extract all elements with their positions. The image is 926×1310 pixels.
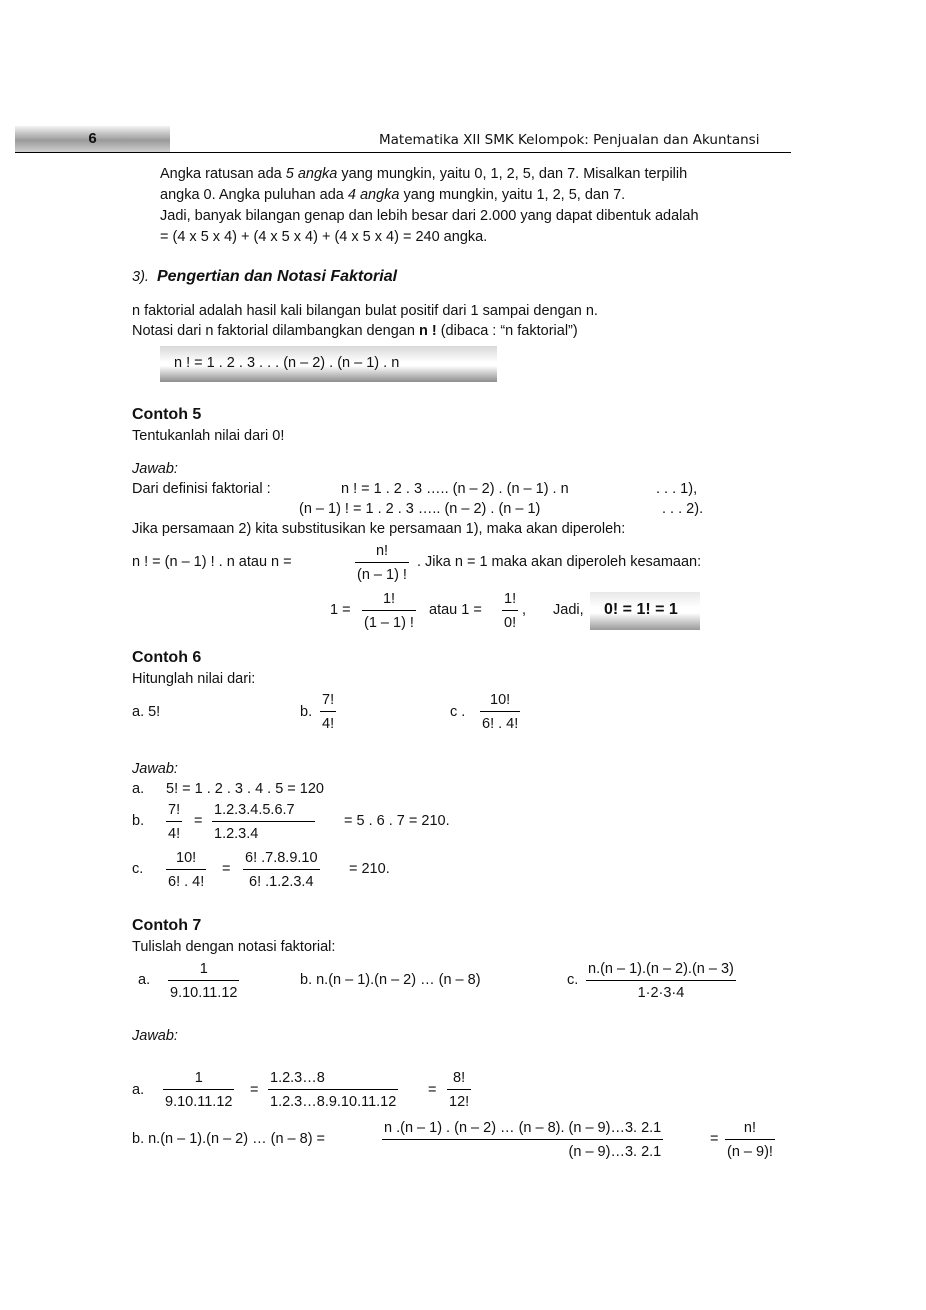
derivation-text: n ! = (n – 1) ! . n atau n = [132, 554, 292, 570]
answer-a-fraction-1: 1 9.10.11.12 [165, 1070, 233, 1110]
contoh-6-jawab: Jawab: [132, 761, 178, 777]
answer-c-result: = 210. [349, 861, 390, 877]
definition-line-1: n faktorial adalah hasil kali bilangan bulat positif dari 1 sampai dengan n. [132, 303, 598, 319]
item-b: b. n.(n – 1).(n – 2) … (n – 8) [300, 972, 481, 988]
item-c-label: c. [567, 972, 579, 988]
answer-a-fraction-2: 1.2.3…8 1.2.3…8.9.10.11.12 [270, 1070, 397, 1110]
contoh-5-question: Tentukanlah nilai dari 0! [132, 428, 285, 444]
equation-2-tag: . . . 2). [662, 501, 704, 517]
item-c-label: c . [450, 704, 466, 720]
answer-a-label: a. [132, 1082, 145, 1098]
fraction-10-over-6-4: 10! 6! . 4! [482, 692, 519, 732]
definition-label: Dari definisi faktorial : [132, 481, 271, 497]
contoh-5-title: Contoh 5 [132, 406, 202, 423]
jadi-text: Jadi, [553, 602, 584, 618]
equals-sign: = [250, 1082, 259, 1098]
item-b-label: b. [300, 704, 313, 720]
equals-sign: = [222, 861, 231, 877]
answer-c-fraction-1: 10! 6! . 4! [168, 850, 205, 890]
header-rule [15, 152, 791, 153]
page-number: 6 [88, 130, 97, 147]
answer-a: 5! = 1 . 2 . 3 . 4 . 5 = 120 [166, 781, 324, 797]
answer-c-label: c. [132, 861, 144, 877]
one-equals: 1 = [330, 602, 351, 618]
factorial-formula: n ! = 1 . 2 . 3 . . . (n – 2) . (n – 1) . n [174, 355, 400, 371]
page-number-bar [15, 126, 170, 152]
contoh-7-jawab: Jawab: [132, 1028, 178, 1044]
answer-b-label: b. [132, 813, 145, 829]
contoh-6-title: Contoh 6 [132, 649, 202, 666]
atau-text: atau 1 = [429, 602, 482, 618]
comma: , [522, 602, 527, 618]
substitution-text: Jika persamaan 2) kita substitusikan ke persamaan 1), maka akan diperoleh: [132, 521, 626, 537]
answer-a-fraction-3: 8! 12! [449, 1070, 470, 1110]
answer-c-fraction-2: 6! .7.8.9.10 6! .1.2.3.4 [245, 850, 318, 890]
answer-b-fraction-1: n .(n – 1) . (n – 2) … (n – 8). (n – 9)…3. 2.1 (n – 9)…3. 2.1 [384, 1120, 662, 1160]
fraction-n-over-n-minus-1: n! (n – 1) ! [357, 543, 407, 583]
answer-b-fraction-2: n! (n – 9)! [727, 1120, 773, 1160]
answer-a-label: a. [132, 781, 145, 797]
section-heading: 3). Pengertian dan Notasi Faktorial [132, 268, 398, 285]
answer-b-lhs: b. n.(n – 1).(n – 2) … (n – 8) = [132, 1131, 326, 1147]
fraction-1-over-0: 1! 0! [504, 591, 517, 631]
answer-b-result: = 5 . 6 . 7 = 210. [344, 813, 450, 829]
answer-b-fraction-1: 7! 4! [168, 802, 181, 842]
item-a: a. 5! [132, 704, 161, 720]
intro-line-2: angka 0. Angka puluhan ada 4 angka yang mungkin, yaitu 1, 2, 5, dan 7. [160, 187, 626, 203]
equation-1-tag: . . . 1), [656, 481, 698, 497]
fraction-n-terms-over-4-factorial: n.(n – 1).(n – 2).(n – 3) 1·2·3·4 [588, 961, 734, 1001]
contoh-5-jawab: Jawab: [132, 461, 178, 477]
fraction-1-over-1-minus-1: 1! (1 – 1) ! [364, 591, 414, 631]
equation-1: n ! = 1 . 2 . 3 ….. (n – 2) . (n – 1) . n [341, 481, 569, 497]
fraction-1-over-9-12: 1 9.10.11.12 [170, 961, 238, 1001]
definition-line-2: Notasi dari n faktorial dilambangkan dengan n ! (dibaca : “n faktorial”) [132, 323, 578, 339]
intro-line-3: Jadi, banyak bilangan genap dan lebih besar dari 2.000 yang dapat dibentuk adalah [160, 208, 699, 224]
result-text: 0! = 1! = 1 [604, 601, 678, 618]
intro-line-4: = (4 x 5 x 4) + (4 x 5 x 4) + (4 x 5 x 4) = 240 angka. [160, 229, 488, 245]
contoh-6-question: Hitunglah nilai dari: [132, 671, 256, 687]
equals-sign: = [194, 813, 203, 829]
equation-2: (n – 1) ! = 1 . 2 . 3 ….. (n – 2) . (n – 1) [299, 501, 541, 517]
factorial-formula-box [160, 346, 497, 382]
contoh-7-title: Contoh 7 [132, 917, 202, 934]
equals-sign: = [710, 1131, 719, 1147]
answer-b-fraction-2: 1.2.3.4.5.6.7 1.2.3.4 [212, 801, 297, 843]
intro-line-1: Angka ratusan ada 5 angka yang mungkin, yaitu 0, 1, 2, 5, dan 7. Misalkan terpilih [160, 166, 688, 182]
result-box [590, 592, 700, 630]
running-header-title: Matematika XII SMK Kelompok: Penjualan dan Akuntansi [379, 132, 760, 148]
item-a-label: a. [138, 972, 151, 988]
equals-sign: = [428, 1082, 437, 1098]
derivation-continuation: . Jika n = 1 maka akan diperoleh kesamaan: [417, 554, 702, 570]
fraction-7-over-4: 7! 4! [322, 692, 335, 732]
contoh-7-question: Tulislah dengan notasi faktorial: [132, 939, 336, 955]
